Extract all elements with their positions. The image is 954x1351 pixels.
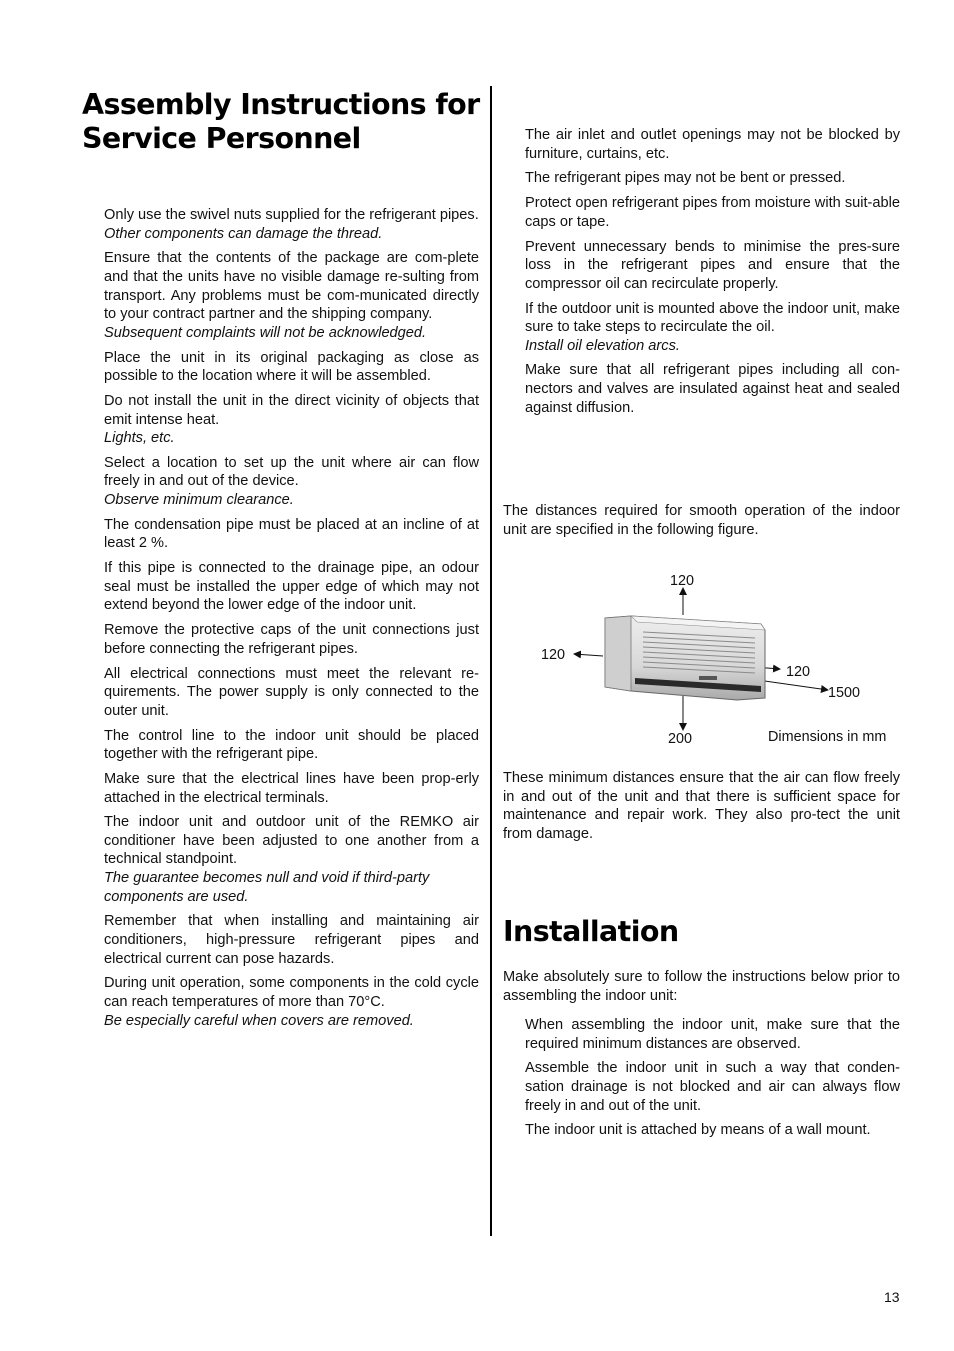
instruction-item [525,361,900,417]
section-title-assembly [82,88,480,156]
instruction-item-text: The control line to the indoor unit should be placed together with the refrigerant pipe. [104,727,479,763]
instruction-item [104,727,479,764]
distances-note: These minimum distances ensure that the air can flow freely in and out of the unit and that there is sufficient space for maintenance and repair work. They also pro-tect the unit from damage. [503,770,900,842]
installation-item [503,1059,900,1115]
instruction-item-text: Remember that when installing and maintaining air conditioners, high-pressure refrigerant pipes and electrical current can pose hazards. [104,913,479,967]
distances-intro: The distances required for smooth operation of the indoor unit are specified in the following figure. [503,503,900,538]
instruction-item [104,516,479,553]
unit-side [605,616,631,691]
instruction-item-text: Place the unit in its original packaging as close as possible to the location where it will be assembled. [104,349,479,385]
instruction-item-text: During unit operation, some components in the cold cycle can reach temperatures of more than 70°C. [104,975,479,1010]
instruction-item-note: Subsequent complaints will not be acknowledged. [104,324,427,341]
title-line-2: Service Personnel [82,122,361,155]
instruction-item-text: Remove the protective caps of the unit connections just before connecting the refrigerant pipes. [104,622,479,657]
installation-intro: Make absolutely sure to follow the instructions below prior to assembling the indoor unit: [503,969,900,1004]
installation-item-text: The indoor unit is attached by means of a wall mount. [525,1122,871,1139]
instruction-item [104,770,479,807]
instruction-item-text: If the outdoor unit is mounted above the indoor unit, make sure to take steps to recirculate the oil. [525,300,900,336]
unit-display [699,676,717,680]
instruction-item-note: Install oil elevation arcs. [525,337,680,354]
instruction-item-text: Protect open refrigerant pipes from moisture with suit-able caps or tape. [525,195,900,230]
instruction-item-text: Only use the swivel nuts supplied for the refrigerant pipes. [104,207,479,223]
column-divider [490,86,492,1236]
instruction-item [525,238,900,294]
instruction-item [104,559,479,615]
instruction-item [525,169,900,188]
instruction-item-text: Prevent unnecessary bends to minimise the pres-sure loss in the refrigerant pipes and ensure that the compressor oil can recirculate properly. [525,238,900,292]
instruction-item-text: Make sure that the electrical lines have been prop-erly attached in the electrical terminals. [104,770,479,806]
installation-item-text: Assemble the indoor unit in such a way that conden-sation drainage is not blocked and air can always flow freely in and out of the unit. [525,1060,900,1114]
installation-item [503,1121,900,1140]
instruction-item-note: The guarantee becomes null and void if third-party components are used. [104,870,430,905]
installation-instructions-list [503,1016,900,1146]
instruction-item [525,126,900,163]
assembly-instructions-list-continued [525,126,900,423]
instruction-item-text: Ensure that the contents of the package are com-plete and that the units have no visible damage re-sulting from transport. Any problems must be com-municated directly to your contract partner and the shipping company. [104,250,479,323]
instruction-item-text: All electrical connections must meet the relevant re-quirements. The power supply is only connected to the outer unit. [104,665,479,719]
instruction-item-note: Other components can damage the thread. [104,225,383,242]
instruction-item-text: The condensation pipe must be placed at an incline of at least 2 %. [104,516,479,552]
instruction-item [104,249,479,342]
instruction-item [104,813,479,906]
installation-item-text: When assembling the indoor unit, make sure that the required minimum distances are observed. [525,1017,900,1052]
instruction-item [104,974,479,1030]
instruction-item-text: Select a location to set up the unit where air can flow freely in and out of the device. [104,454,479,490]
instruction-item [104,349,479,386]
clearance-front-label: 1500 [828,685,861,701]
page-number: 13 [884,1289,900,1305]
instruction-item-text: The refrigerant pipes may not be bent or pressed. [525,170,846,187]
instruction-item-note: Observe minimum clearance. [104,492,294,509]
clearance-left-label: 120 [541,647,566,663]
clearance-bottom-label: 200 [668,731,693,747]
instruction-item [525,300,900,356]
installation-item [503,1016,900,1053]
instruction-item-text: Do not install the unit in the direct vicinity of objects that emit intense heat. [104,392,479,428]
instruction-item [104,665,479,721]
instruction-item-text: Make sure that all refrigerant pipes including all con-nectors and valves are insulated against heat and sealed against diffusion. [525,362,900,416]
section-title-installation: Installation [503,915,679,948]
clearance-top-label: 120 [670,573,695,589]
arrow-left [574,654,603,656]
clearance-right-label: 120 [786,664,811,680]
clearance-figure [503,560,900,760]
instruction-item [104,206,479,243]
instruction-item-note: Lights, etc. [104,430,175,447]
instruction-item [525,194,900,231]
assembly-instructions-list [104,206,479,1036]
instruction-item [104,912,479,968]
instruction-item [104,454,479,510]
instruction-item-text: If this pipe is connected to the drainage pipe, an odour seal must be installed the upper edge of which may not extend beyond the lower edge of the indoor unit. [104,560,479,614]
title-line-1: Assembly Instructions for [82,88,480,121]
instruction-item-text: The indoor unit and outdoor unit of the REMKO air conditioner have been adjusted to one another from a technical standpoint. [104,814,479,868]
instruction-item-note: Be especially careful when covers are removed. [104,1012,414,1029]
figure-caption: Dimensions in mm [768,729,887,745]
instruction-item-text: The air inlet and outlet openings may not be blocked by furniture, curtains, etc. [525,127,900,162]
instruction-item [104,392,479,448]
instruction-item [104,621,479,658]
